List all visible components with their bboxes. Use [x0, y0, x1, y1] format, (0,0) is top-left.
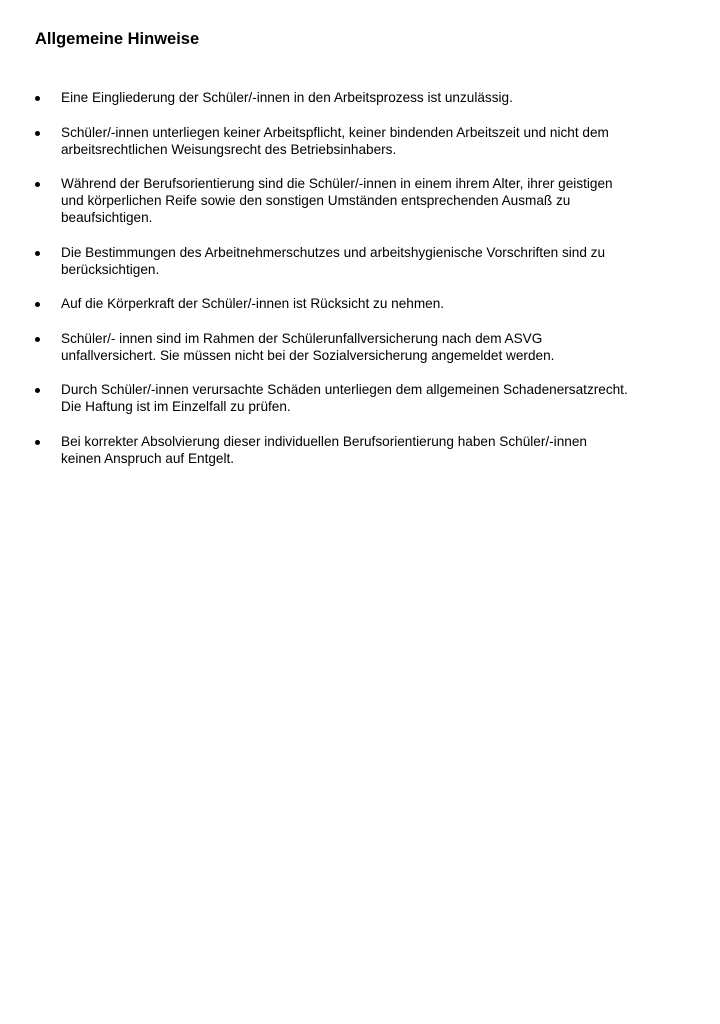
list-item [0, 89, 720, 106]
list-item [0, 330, 720, 364]
list-item-text: Während der Berufsorientierung sind die Schüler/-innen in einem ihrem Alter, ihrer geistigen und körperlichen Reife sowie den sonstigen Umständen entsprechenden Ausmaß zu beaufsichtigen. [61, 176, 613, 225]
list-item [0, 433, 720, 467]
notes-list [0, 89, 720, 484]
list-item-text: Bei korrekter Absolvierung dieser individuellen Berufsorientierung haben Schüler/-innen keinen Anspruch auf Entgelt. [61, 433, 587, 466]
bullet-icon [35, 131, 40, 136]
bullet-icon [35, 182, 40, 187]
list-item [0, 295, 720, 312]
bullet-icon [35, 388, 40, 393]
bullet-icon [35, 440, 40, 445]
bullet-icon [35, 302, 40, 307]
list-item-text: Schüler/- innen sind im Rahmen der Schülerunfallversicherung nach dem ASVG unfallversichert. Sie müssen nicht bei der Sozialversicherung angemeldet werden. [61, 330, 555, 363]
list-item-text: Durch Schüler/-innen verursachte Schäden unterliegen dem allgemeinen Schadenersatzrecht. Die Haftung ist im Einzelfall zu prüfen. [61, 382, 628, 414]
list-item-text: Auf die Körperkraft der Schüler/-innen ist Rücksicht zu nehmen. [61, 296, 445, 311]
list-item [0, 244, 720, 278]
page-title: Allgemeine Hinweise [35, 30, 200, 48]
bullet-icon [35, 251, 40, 256]
list-item [0, 175, 720, 226]
bullet-icon [35, 337, 40, 342]
list-item-text: Eine Eingliederung der Schüler/-innen in den Arbeitsprozess ist unzulässig. [61, 90, 513, 105]
list-item-text: Schüler/-innen unterliegen keiner Arbeitspflicht, keiner bindenden Arbeitszeit und nicht dem arbeitsrechtlichen Weisungsrecht des Betriebsinhabers. [61, 124, 609, 157]
bullet-icon [35, 96, 40, 101]
list-item-text: Die Bestimmungen des Arbeitnehmerschutzes und arbeitshygienische Vorschriften sind zu berücksichtigen. [61, 244, 606, 277]
list-item [0, 381, 720, 415]
list-item [0, 124, 720, 158]
